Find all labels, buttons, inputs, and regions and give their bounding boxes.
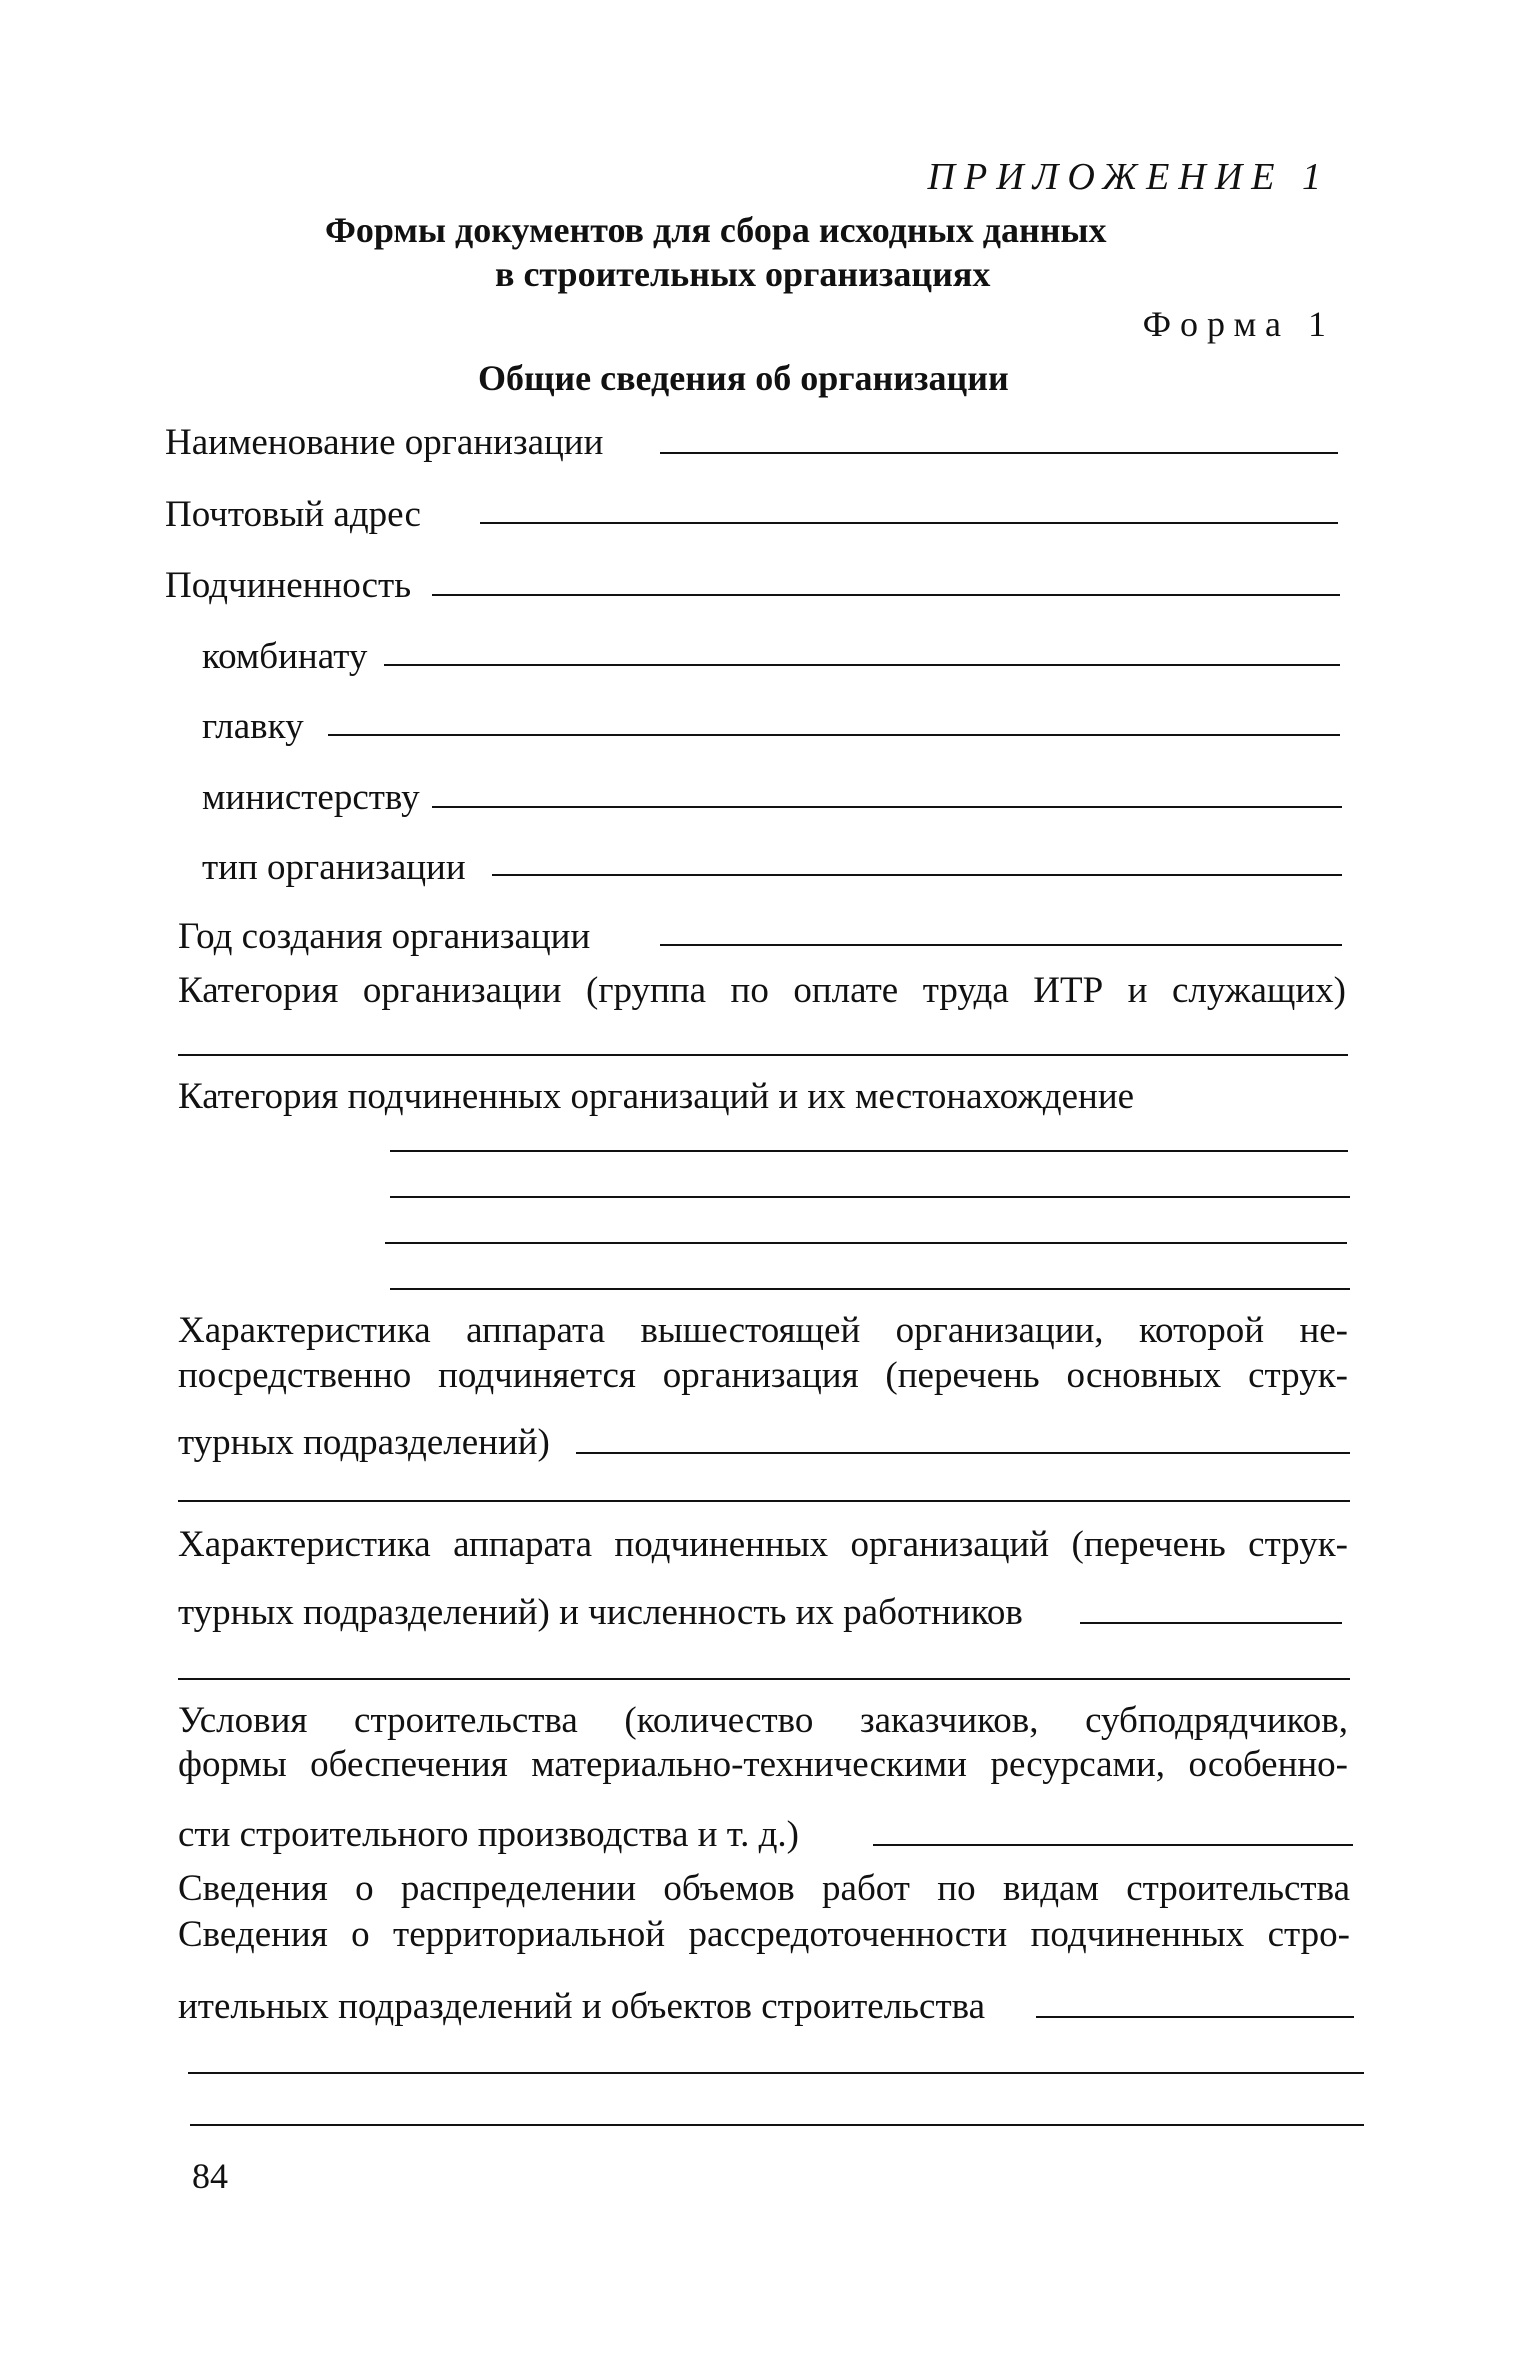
conditions-field[interactable] [873, 1844, 1353, 1846]
subordinate-org-text-line-1: Характеристика аппарата подчиненных организаций (перечень струк- [178, 1524, 1348, 1565]
document-title-line-2: в строительных организациях [495, 254, 991, 294]
founded-year-field[interactable] [660, 944, 1342, 946]
org-type-label: тип организации [202, 847, 466, 888]
glavk-label: главку [202, 706, 304, 747]
superior-org-text-line-1: Характеристика аппарата вышестоящей организации, которой не- [178, 1310, 1348, 1351]
territorial-field-2[interactable] [188, 2072, 1364, 2074]
superior-org-text-line-2: посредственно подчиняется организация (перечень основных струк- [178, 1355, 1348, 1396]
superior-org-text-line-3: турных подразделений) [178, 1422, 550, 1463]
ministry-label: министерству [202, 777, 420, 818]
founded-year-label: Год создания организации [178, 916, 591, 957]
superior-org-field-2[interactable] [178, 1500, 1350, 1502]
distribution-text: Сведения о распределении объемов работ по видам строительства [178, 1868, 1350, 1909]
org-category-label: Категория организации (группа по оплате труда ИТР и служащих) [178, 970, 1346, 1011]
conditions-text-line-2: формы обеспечения материально-техническими ресурсами, особенно- [178, 1744, 1348, 1785]
document-title-line-1: Формы документов для сбора исходных данных [325, 210, 1107, 250]
sub-category-field-2[interactable] [390, 1196, 1350, 1198]
form-number: Форма 1 [1142, 304, 1335, 344]
glavk-field[interactable] [328, 734, 1340, 736]
territorial-field-3[interactable] [190, 2124, 1364, 2126]
subordinate-org-text-line-2: турных подразделений) и численность их работников [178, 1592, 1023, 1633]
conditions-text-line-1: Условия строительства (количество заказчиков, субподрядчиков, [178, 1700, 1348, 1741]
appendix-heading: ПРИЛОЖЕНИЕ 1 [927, 156, 1330, 198]
sub-category-field-1[interactable] [390, 1150, 1348, 1152]
territorial-text-line-1: Сведения о территориальной рассредоточенности подчиненных стро- [178, 1914, 1350, 1955]
kombinat-label: комбинату [202, 636, 368, 677]
subordination-label: Подчиненность [165, 565, 412, 606]
page-number: 84 [192, 2156, 228, 2196]
superior-org-field-1[interactable] [576, 1452, 1350, 1454]
org-type-field[interactable] [492, 874, 1342, 876]
sub-category-label: Категория подчиненных организаций и их местонахождение [178, 1076, 1135, 1117]
subordinate-org-field-1[interactable] [1080, 1622, 1342, 1624]
territorial-text-line-2: ительных подразделений и объектов строительства [178, 1986, 986, 2027]
subordinate-org-field-2[interactable] [178, 1678, 1350, 1680]
territorial-field-1[interactable] [1036, 2016, 1354, 2018]
org-category-field[interactable] [178, 1054, 1348, 1056]
sub-category-field-4[interactable] [390, 1288, 1350, 1290]
postal-address-field[interactable] [480, 522, 1338, 524]
org-name-label: Наименование организации [165, 422, 604, 463]
subordination-field[interactable] [432, 594, 1340, 596]
postal-address-label: Почтовый адрес [165, 494, 421, 535]
section-title: Общие сведения об организации [478, 358, 1009, 398]
org-name-field[interactable] [660, 452, 1338, 454]
sub-category-field-3[interactable] [385, 1242, 1347, 1244]
conditions-text-line-3: сти строительного производства и т. д.) [178, 1814, 799, 1855]
kombinat-field[interactable] [384, 664, 1340, 666]
ministry-field[interactable] [432, 806, 1342, 808]
